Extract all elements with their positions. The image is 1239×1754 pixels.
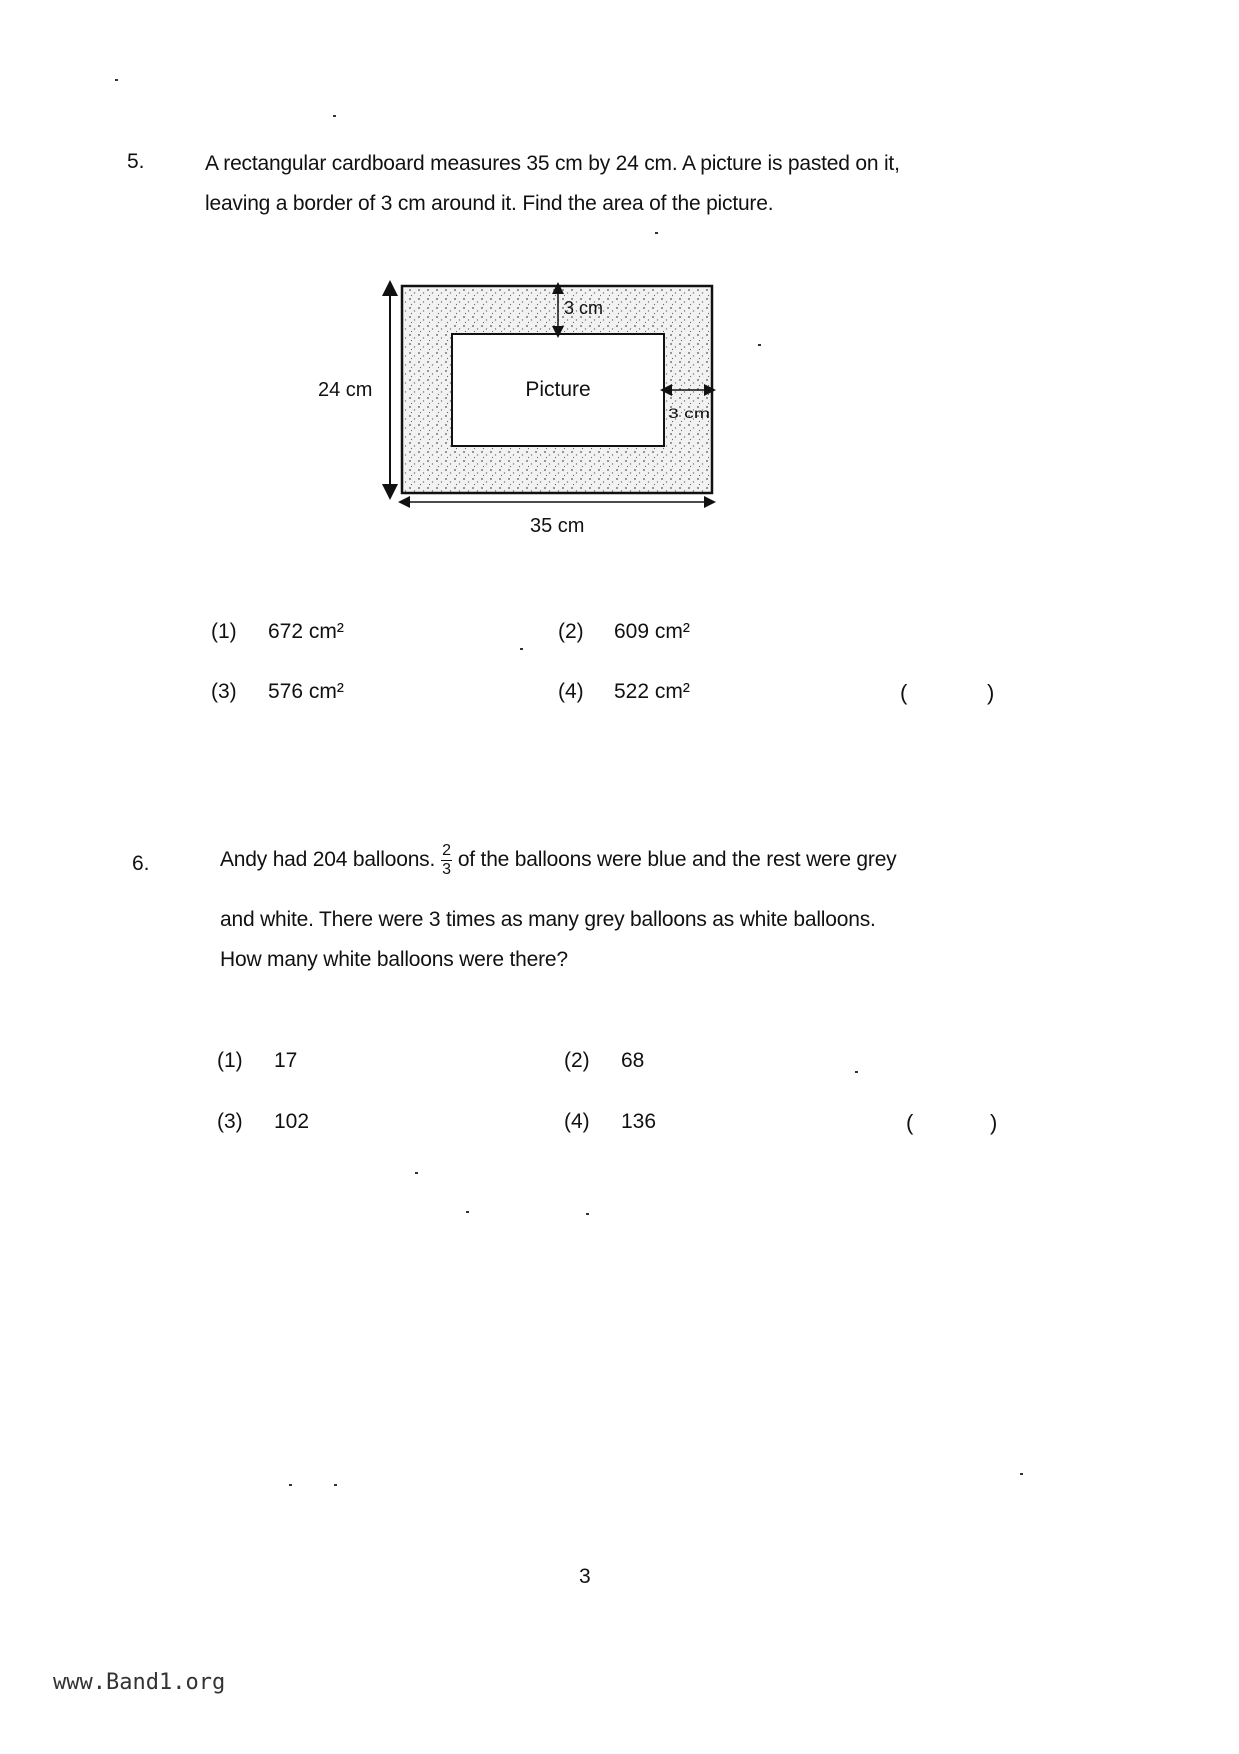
footer-url: www.Band1.org: [53, 1670, 226, 1695]
answer-bracket-open: (: [900, 680, 908, 705]
scan-speck: [758, 344, 761, 346]
scan-speck: [1020, 1473, 1023, 1475]
fraction-denominator: 3: [442, 860, 451, 878]
option-number: (1): [217, 1049, 243, 1072]
cardboard-figure: [300, 270, 740, 540]
option-text: 102: [274, 1110, 310, 1133]
option-number: (2): [564, 1049, 590, 1072]
option-number: (1): [211, 620, 237, 643]
question-text: [205, 144, 1005, 224]
question-line: How many white balloons were there?: [220, 948, 568, 971]
option-text: 522 cm²: [614, 680, 690, 703]
option-number: (4): [558, 680, 584, 703]
question-number: 6.: [132, 852, 150, 875]
option-text: 609 cm²: [614, 620, 690, 643]
option-text: 68: [621, 1049, 645, 1072]
option-number: (3): [217, 1110, 243, 1133]
question-line: and white. There were 3 times as many grey balloons as white balloons.: [220, 908, 876, 931]
option-text: 17: [274, 1049, 298, 1072]
question-line: leaving a border of 3 cm around it. Find the area of the picture.: [205, 192, 774, 215]
option-number: (2): [558, 620, 584, 643]
picture-label: Picture: [525, 378, 591, 401]
scan-speck: [586, 1213, 589, 1215]
height-label: 24 cm: [318, 379, 373, 401]
answer-bracket-close: ): [987, 680, 995, 705]
scan-speck: [333, 115, 336, 117]
question-line: A rectangular cardboard measures 35 cm by 24 cm. A picture is pasted on it,: [205, 152, 900, 175]
answer-bracket-open: (: [906, 1110, 914, 1135]
answer-bracket-close: ): [990, 1110, 998, 1135]
question-text-after-fraction: of the balloons were blue and the rest were grey: [457, 848, 897, 871]
scan-speck: [466, 1211, 469, 1213]
scan-speck: [520, 648, 523, 650]
question-line: [220, 838, 1020, 882]
option-text: 672 cm²: [268, 620, 344, 643]
width-label: 35 cm: [530, 515, 585, 537]
option-number: (3): [211, 680, 237, 703]
option-number: (4): [564, 1110, 590, 1133]
page-number: 3: [579, 1565, 591, 1588]
fraction-numerator: 2: [442, 841, 451, 859]
scan-speck: [655, 232, 658, 234]
fraction: [441, 842, 452, 879]
top-border-label: 3 cm: [564, 298, 604, 318]
scan-speck: [415, 1172, 418, 1174]
option-text: 136: [621, 1110, 657, 1133]
right-border-label: 3 cm: [668, 405, 710, 421]
question-text-before-fraction: Andy had 204 balloons.: [220, 848, 436, 871]
scan-speck: [855, 1071, 858, 1073]
scan-speck: [289, 1484, 292, 1486]
option-text: 576 cm²: [268, 680, 344, 703]
question-text: [220, 900, 1020, 980]
scan-speck: [115, 79, 118, 81]
question-number: 5.: [127, 150, 145, 173]
scan-speck: [334, 1484, 337, 1486]
